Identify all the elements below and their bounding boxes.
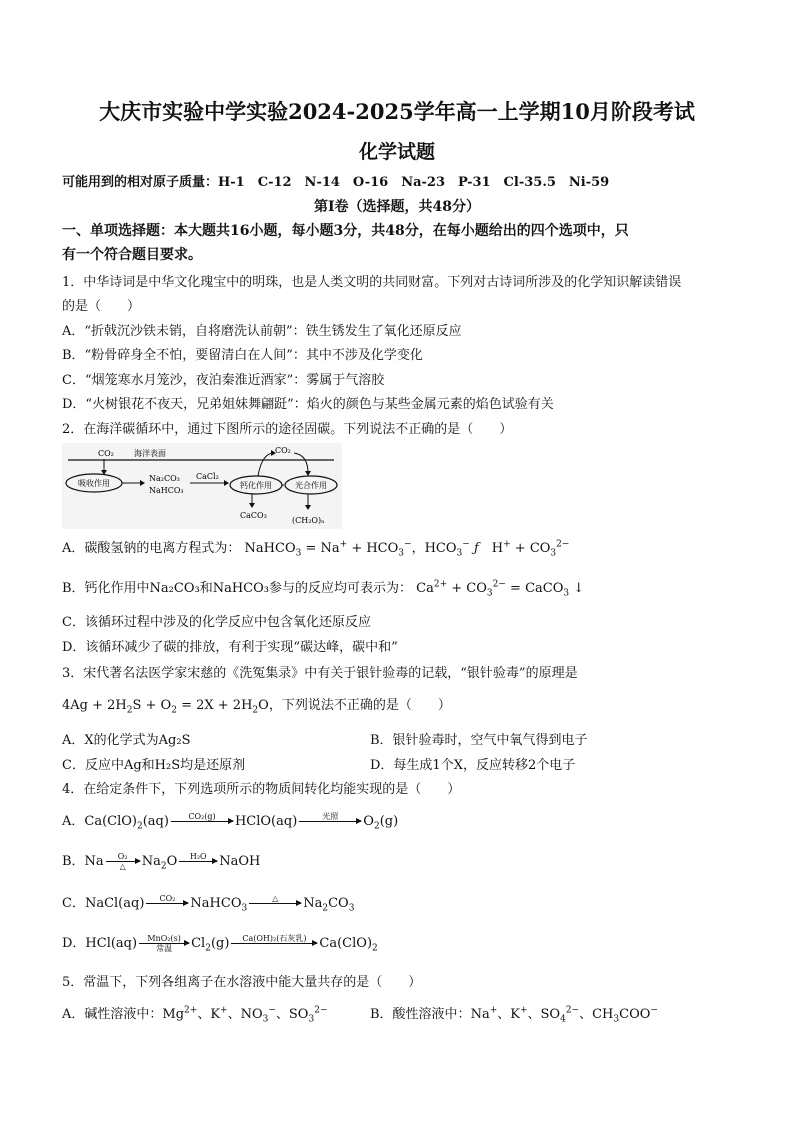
q4-b-condition1-bottom: △ <box>119 862 126 871</box>
q1-stem-line1: 1．中华诗词是中华文化瑰宝中的明珠，也是人类文明的共同财富。下列对古诗词所涉及的化学知识解读错误 <box>62 275 682 290</box>
q5-option-b <box>370 1006 658 1024</box>
q5-option-a <box>62 1006 328 1024</box>
q2-option-b-equation: $Ca^{2+} + CO_3^{2-}$ = CaCO$_3$ ↓ <box>416 579 585 599</box>
q4-d-condition1-top: MnO₂(s) <box>147 934 181 943</box>
diagram-absorption: 吸收作用 <box>78 479 110 488</box>
q5-option-b-ions: Na+、K+、$SO_4^{2-}$、$CH_3COO^-$ <box>470 1005 658 1025</box>
q2-option-d: D．该循环减少了碳的排放，有利于实现“碳达峰，碳中和” <box>62 640 398 655</box>
q3-option-d: D．每生成1个X，反应转移2个电子 <box>370 758 576 773</box>
q1-stem-line2: 的是（ ） <box>62 299 141 314</box>
q5-option-a-ions: $Mg^{2+}$、K+、$NO_3^-$、$SO_3^{2-}$ <box>162 1005 328 1025</box>
section-heading-line2: 有一个符合题目要求。 <box>62 247 202 263</box>
q4-a-condition2: 光照 <box>322 812 339 821</box>
diagram-co2-right: CO₂ <box>275 446 291 455</box>
q4-option-b: B．Na O₂ △ $Na_2O$ H₂O NaOH <box>62 852 261 872</box>
q1-option-a: A．“折戟沉沙铁未销，自将磨洗认前朝”：铁生锈发生了氧化还原反应 <box>62 324 462 339</box>
q3-stem-line1: 3．宋代著名法医学家宋慈的《洗冤集录》中有关于银针验毒的记载，“银针验毒”的原理是 <box>62 666 578 681</box>
q2-option-b <box>62 580 584 598</box>
q4-d-condition1-bottom: 常温 <box>156 944 173 953</box>
q1-option-d: D．“火树银花不夜天，兄弟姐妹舞翩跹”：焰火的颜色与某些金属元素的焰色试验有关 <box>62 397 554 412</box>
q5-option-b-prefix: B．酸性溶液中： <box>370 1007 471 1022</box>
q2-option-b-prefix: B．钙化作用中Na₂CO₃和NaHCO₃参与的反应均可表示为： <box>62 581 412 596</box>
q2-stem: 2．在海洋碳循环中，通过下图所示的途径固碳。下列说法不正确的是（ ） <box>62 422 513 437</box>
q5-stem: 5．常温下，下列各组离子在水溶液中能大量共存的是（ ） <box>62 975 422 990</box>
q3-stem-line2 <box>62 697 451 715</box>
q2-option-c: C．该循环过程中涉及的化学反应中包含氧化还原反应 <box>62 615 371 630</box>
diagram-nahco3: NaHCO₃ <box>149 486 184 495</box>
q4-c-condition2: △ <box>272 894 279 903</box>
q2-option-a-prefix: A．碳酸氢钠的电离方程式为： <box>62 541 241 556</box>
q4-option-d: D．HCl(aq) MnO₂(s) 常温 $Cl_2(g)$ Ca(OH)₂(石灰乳) $Ca(ClO)_2$ <box>62 934 378 954</box>
section-heading-line1: 一、单项选择题：本大题共16小题，每小题3分，共48分，在每小题给出的四个选项中，只 <box>62 223 629 239</box>
diagram-ch2o: (CH₂O)ₙ <box>292 516 325 525</box>
q4-stem: 4．在给定条件下，下列选项所示的物质间转化均能实现的是（ ） <box>62 782 461 797</box>
exam-subtitle: 化学试题 <box>358 141 435 163</box>
q3-option-c: C．反应中Ag和H₂S均是还原剂 <box>62 758 246 773</box>
diagram-caco3: CaCO₃ <box>240 511 267 520</box>
q4-b-condition1-top: O₂ <box>117 852 128 861</box>
q4-option-a: A．$Ca(ClO)_2(aq)$ CO₂(g) HClO(aq) 光照 $O_2(g)$ <box>62 812 399 832</box>
q5-option-a-prefix: A．碱性溶液中： <box>62 1007 163 1022</box>
q1-option-b: B．“粉骨碎身全不怕，要留清白在人间”：其中不涉及化学变化 <box>62 348 423 363</box>
q4-option-c: C．NaCl(aq) CO₂ NaHCO$_3$ △ $Na_2CO_3$ <box>62 894 355 914</box>
diagram-co2-left: CO₂ <box>98 449 114 458</box>
q3-stem-suffix: ，下列说法不正确的是（ ） <box>268 698 451 713</box>
volume-heading: 第Ⅰ卷（选择题，共48分） <box>313 199 481 215</box>
diagram-cacl2: CaCl₂ <box>196 472 219 481</box>
q1-option-c: C．“烟笼寒水月笼沙，夜泊秦淮近酒家”：雾属于气溶胶 <box>62 373 385 388</box>
q4-a-condition1: CO₂(g) <box>188 812 216 821</box>
q4-c-condition1: CO₂ <box>159 894 176 903</box>
q2-option-a-equation: NaHCO$_3$ = $Na^+ + HCO_3^-$，$HCO_3^-$ ƒ $H^+ + CO_3^{2-}$ <box>244 539 570 559</box>
q2-option-a <box>62 540 569 558</box>
q4-b-condition2: H₂O <box>189 852 207 861</box>
diagram-na2co3: Na₂CO₃ <box>149 474 180 483</box>
exam-title: 大庆市实验中学实验2024-2025学年高一上学期10月阶段考试 <box>99 99 695 124</box>
diagram-calcification: 钙化作用 <box>240 481 272 490</box>
q3-option-a: A．X的化学式为Ag₂S <box>62 733 191 748</box>
diagram-ocean-surface: 海洋表面 <box>134 449 166 458</box>
atomic-masses: 可能用到的相对原子质量：H-1 C-12 N-14 O-16 Na-23 P-31 Cl-35.5 Ni-59 <box>62 175 610 190</box>
q3-equation: $4Ag + 2H_2S + O_2 = 2X + 2H_2O$ <box>62 698 269 716</box>
q4-d-condition2: Ca(OH)₂(石灰乳) <box>242 934 307 943</box>
carbon-cycle-diagram <box>62 443 342 529</box>
q3-option-b: B．银针验毒时，空气中氧气得到电子 <box>370 733 588 748</box>
diagram-photosynthesis: 光合作用 <box>295 481 327 490</box>
